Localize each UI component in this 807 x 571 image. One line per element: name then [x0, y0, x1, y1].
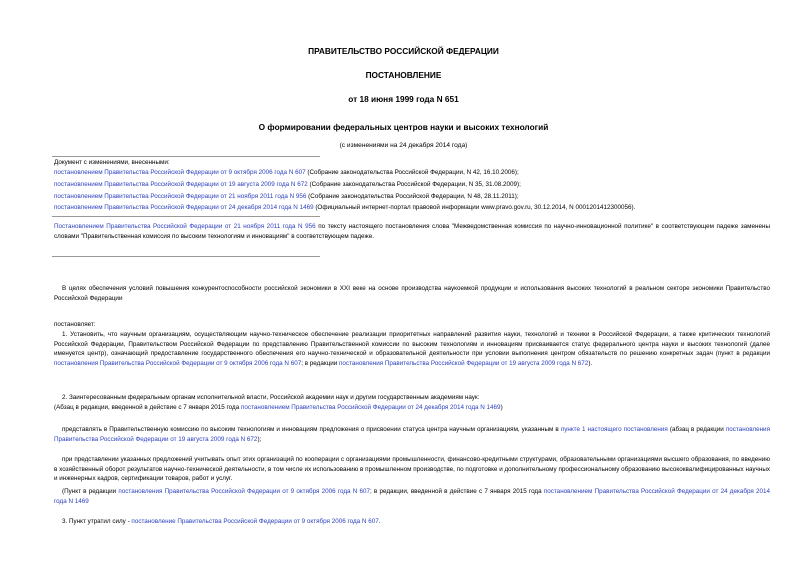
- amended-note: (с изменениями на 24 декабря 2014 года): [339, 142, 468, 149]
- clause-link[interactable]: постановлением Правительства Российской Федерации от 24 декабря 2014 года N 1469: [240, 404, 501, 411]
- document-date: от 18 июня 1999 года N 651: [348, 94, 459, 104]
- document-type: ПОСТАНОВЛЕНИЕ: [365, 70, 442, 80]
- divider: [52, 256, 320, 257]
- amendment-link[interactable]: постановлением Правительства Российской Федерации от 24 декабря 2014 года N 1469: [54, 204, 314, 211]
- replacement-link[interactable]: Постановлением Правительства Российской Федерации от 21 ноября 2011 года N 956: [54, 223, 316, 230]
- divider: [52, 156, 320, 157]
- document-title: О формировании федеральных центров науки и высоких технологий: [258, 122, 549, 132]
- clause-2: 2. Заинтересованным федеральным органам исполнительной власти, Российской академии наук и другим государственным академиям наук:: [62, 394, 480, 401]
- amendment-link[interactable]: постановлением Правительства Российской Федерации от 19 августа 2009 года N 672: [54, 181, 308, 188]
- clause-link[interactable]: пункте 1 настоящего постановления: [560, 426, 668, 433]
- clause-1: 1. Установить, что научным организациям, осуществляющим научно-техническое обеспечение реализации приоритетных направлений развития науки, технологий и техники в Российской Федерации, а также критических технологий Российской Федерации, Правительством Российской Федерации по представлению Правительственной комиссии по высоким технологиям и инновациям присваивается статус федерального центра науки и высоких технологий (далее именуется центр), означающий предоставление государственного обеспечения его научно-технической и образовательной деятельности при условии выполнения центром обязательств по решению конкретных задач (пункт в редакции постановления Правительства Российской Федерации от 9 октября 2006 года N 607; в редакции постановления Правительства Российской Федерации от 19 августа 2009 года N 672).: [54, 331, 770, 367]
- resolves: постановляет:: [54, 321, 96, 328]
- amendment-item: постановлением Правительства Российской Федерации от 24 декабря 2014 года N 1469 (Официальный интернет-портал правовой информации www.pravo.gov.ru, 30.12.2014, N 0001201412300056).: [54, 204, 636, 211]
- clause-2-sub2: при представлении указанных предложений учитывать опыт этих организаций по кооперации с организациями промышленности, финансово-кредитными структурами, образовательными организациями высшего образования, по введению в хозяйственный оборот результатов научно-технической деятельности, в том числе их использованию в промышленном производстве, по подготовке и дополнительному профессиональному образованию высококвалифицированных научных и инженерных кадров, сертификации товаров, работ и услуг.: [54, 456, 770, 483]
- clause-link[interactable]: постановления Правительства Российской Федерации от 9 октября 2006 года N 607: [118, 488, 370, 495]
- clause-link[interactable]: постановлением Правительства Российской Федерации от 24 декабря 2014 года N 1469: [54, 488, 770, 505]
- amendment-link[interactable]: постановлением Правительства Российской Федерации от 21 ноября 2011 года N 956: [54, 193, 307, 200]
- amendment-item: постановлением Правительства Российской Федерации от 21 ноября 2011 года N 956 (Собрание законодательства Российской Федерации, N 48, 28.11.2011);: [54, 193, 519, 200]
- amendment-item: постановлением Правительства Российской Федерации от 19 августа 2009 года N 672 (Собрание законодательства Российской Федерации, N 35, 31.08.2009);: [54, 181, 521, 188]
- clause-link[interactable]: постановления Правительства Российской Федерации от 19 августа 2009 года N 672: [338, 359, 589, 367]
- replacement-note: Постановлением Правительства Российской Федерации от 21 ноября 2011 года N 956 по тексту настоящего постановления слова "Межведомственная комиссия по научно-инновационной политике" в соответствующем падеже заменены словами "Правительственная комиссия по высоким технологиям и инновациям" в соответствующем падеже.: [54, 223, 770, 240]
- clause-3: 3. Пункт утратил силу - постановление Правительства Российской Федерации от 9 октября 2006 года N 607.: [62, 518, 381, 525]
- clause-2-sub1: представлять в Правительственную комиссию по высоким технологиям и инновациям предложения о присвоении статуса центра научным организациям, указанным в пункте 1 настоящего постановления (абзац в редакции постановления Правительства Российской Федерации от 19 августа 2009 года N 672);: [54, 426, 770, 443]
- clause-link[interactable]: постановления Правительства Российской Федерации от 19 августа 2009 года N 672: [54, 426, 770, 443]
- amendment-link[interactable]: постановлением Правительства Российской Федерации от 9 октября 2006 года N 607: [54, 169, 306, 176]
- clause-2-sub2-edit: (Пункт в редакции постановления Правительства Российской Федерации от 9 октября 2006 года N 607; в редакции, введенной в действие с 7 января 2015 года постановлением Правительства Российской Федерации от 24 декабря 2014 года N 1469: [54, 488, 770, 505]
- government-heading: ПРАВИТЕЛЬСТВО РОССИЙСКОЙ ФЕДЕРАЦИИ: [308, 46, 499, 56]
- preamble: В целях обеспечения условий повышения конкурентоспособности российской экономики в XXI веке на основе производства наукоемкой продукции и использования высоких технологий в реальном секторе экономики Правительство Российской Федерации: [54, 285, 770, 302]
- clause-link[interactable]: постановление Правительства Российской Федерации от 9 октября 2006 года N 607: [131, 518, 379, 525]
- clause-link[interactable]: постановления Правительства Российской Федерации от 9 октября 2006 года N 607: [54, 359, 302, 367]
- amendment-item: постановлением Правительства Российской Федерации от 9 октября 2006 года N 607 (Собрание законодательства Российской Федерации, N 42, 16.10.2006);: [54, 169, 519, 176]
- amendments-intro: Документ с изменениями, внесенными:: [54, 159, 170, 166]
- divider: [52, 216, 320, 217]
- clause-2-edit: (Абзац в редакции, введенной в действие с 7 января 2015 года постановлением Правительства Российской Федерации от 24 декабря 2014 года N 1469): [54, 404, 503, 411]
